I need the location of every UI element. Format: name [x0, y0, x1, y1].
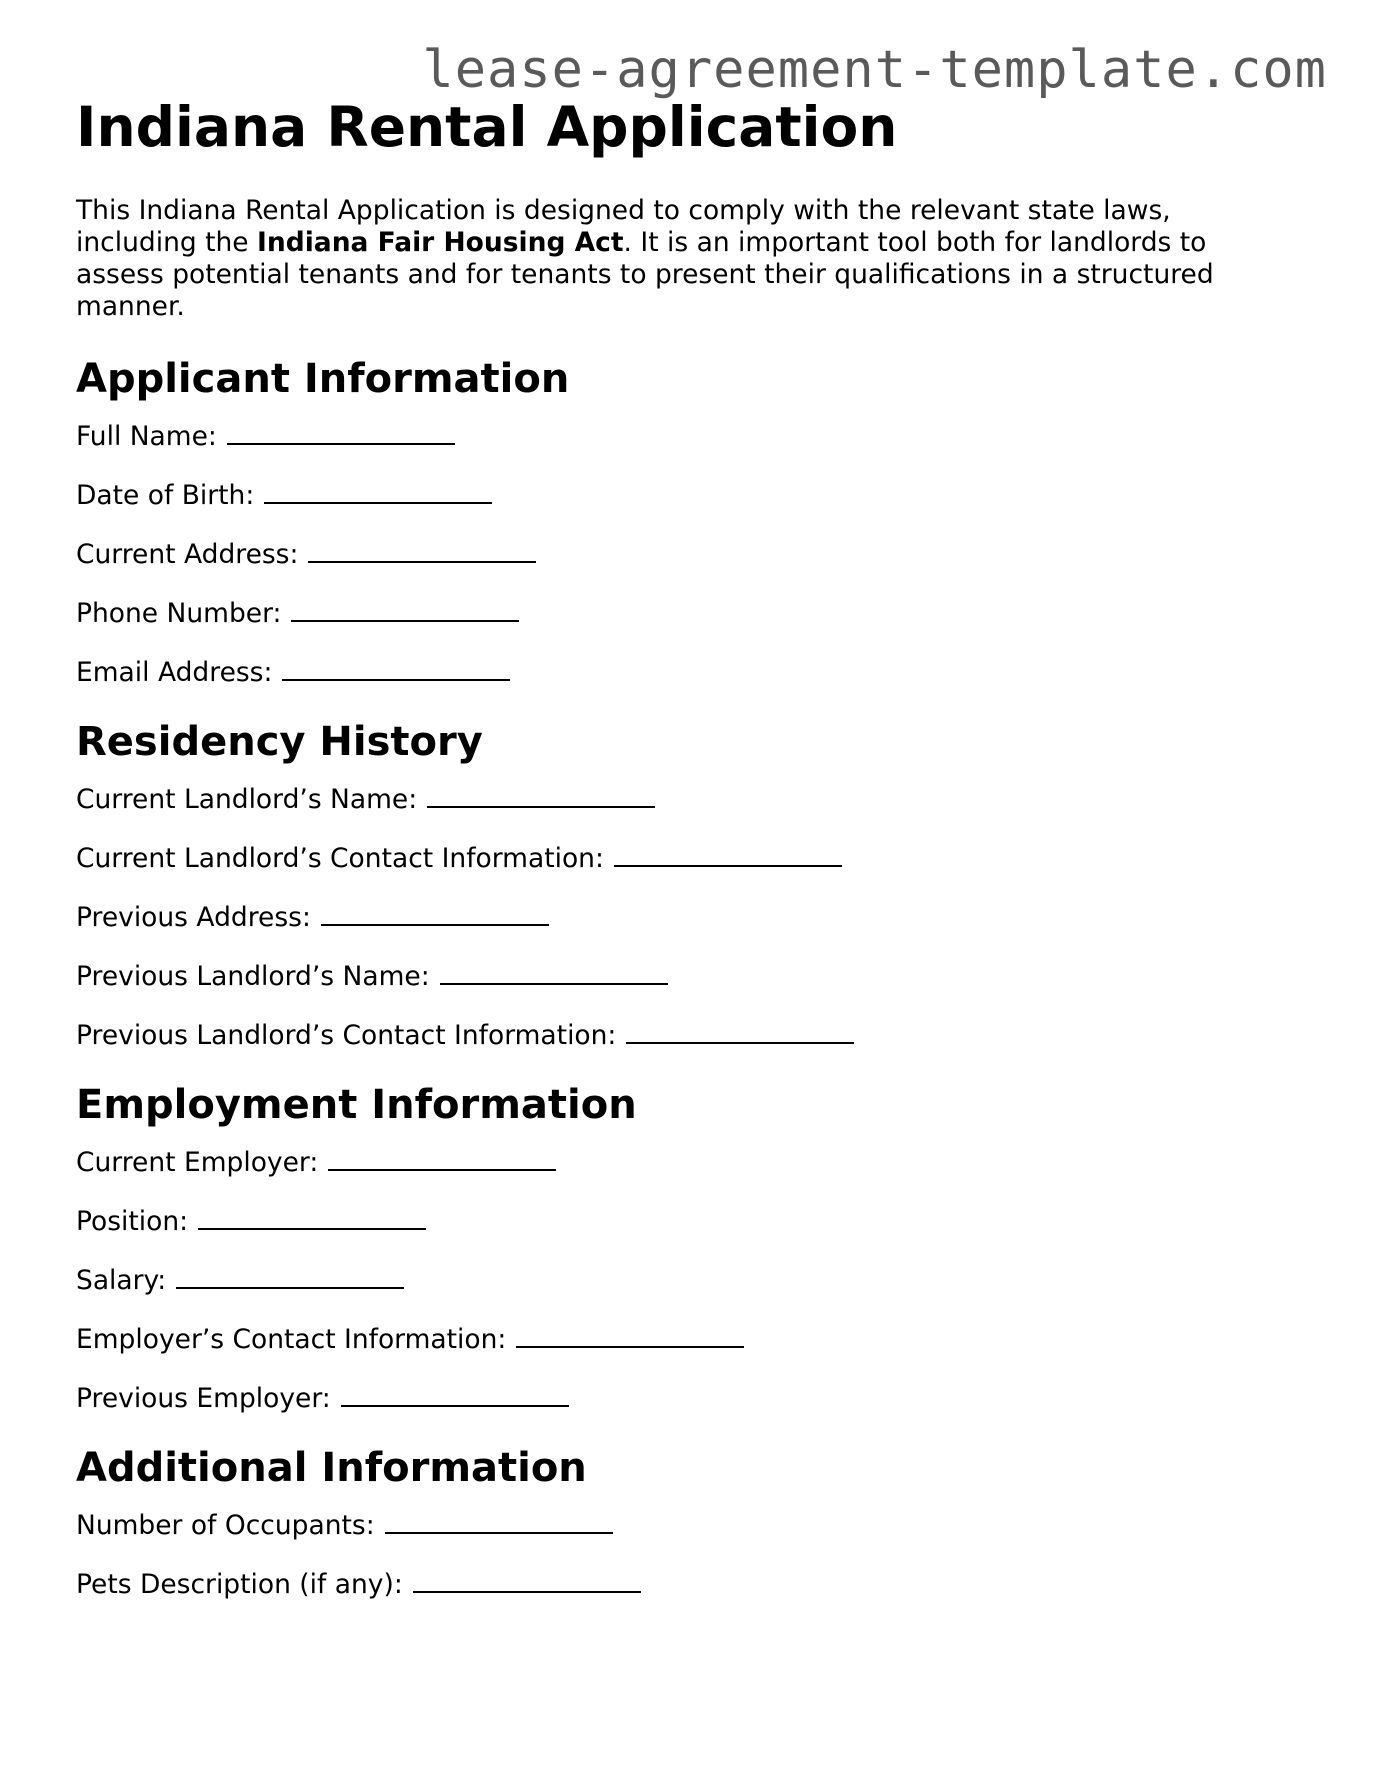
fill-in-blank[interactable]: [614, 843, 842, 867]
document-page: [76, 96, 1276, 1628]
field-email-address: [76, 657, 1276, 689]
field-label: Current Landlord’s Name:: [76, 784, 418, 816]
fill-in-blank[interactable]: [385, 1510, 613, 1534]
section-additional-information: [76, 1442, 1276, 1601]
fill-in-blank[interactable]: [308, 539, 536, 563]
field-label: Salary:: [76, 1265, 167, 1297]
field-label: Previous Landlord’s Name:: [76, 961, 430, 993]
field-previous-landlord-contact: [76, 1020, 1276, 1052]
field-pets-description: [76, 1569, 1276, 1601]
field-label: Number of Occupants:: [76, 1510, 375, 1542]
section-heading: Employment Information: [76, 1082, 637, 1129]
field-label: Previous Address:: [76, 902, 311, 934]
field-label: Current Landlord’s Contact Information:: [76, 843, 604, 875]
section-residency-history: [76, 716, 1276, 1052]
field-number-of-occupants: [76, 1510, 1276, 1542]
fill-in-blank[interactable]: [427, 784, 655, 808]
section-employment-information: [76, 1079, 1276, 1415]
fill-in-blank[interactable]: [516, 1324, 744, 1348]
page-title: Indiana Rental Application: [76, 95, 898, 159]
field-label: Email Address:: [76, 657, 273, 689]
intro-text-before: This Indiana Rental Application is designed to comply with the relevant state laws, including the: [76, 195, 1171, 259]
field-date-of-birth: [76, 480, 1276, 512]
field-label: Full Name:: [76, 421, 217, 453]
fill-in-blank[interactable]: [227, 421, 455, 445]
fill-in-blank[interactable]: [198, 1206, 426, 1230]
field-label: Pets Description (if any):: [76, 1569, 403, 1601]
field-current-landlord-name: [76, 784, 1276, 816]
intro-paragraph: [76, 195, 1276, 323]
field-label: Previous Employer:: [76, 1383, 331, 1415]
intro-bold-law: Indiana Fair Housing Act: [257, 227, 624, 259]
field-label: Position:: [76, 1206, 189, 1238]
fill-in-blank[interactable]: [264, 480, 492, 504]
field-label: Date of Birth:: [76, 480, 255, 512]
fill-in-blank[interactable]: [328, 1147, 556, 1171]
fill-in-blank[interactable]: [291, 598, 519, 622]
fill-in-blank[interactable]: [282, 657, 510, 681]
field-previous-address: [76, 902, 1276, 934]
field-previous-landlord-name: [76, 961, 1276, 993]
section-heading: Additional Information: [76, 1445, 587, 1492]
field-label: Previous Landlord’s Contact Information:: [76, 1020, 617, 1052]
field-position: [76, 1206, 1276, 1238]
fill-in-blank[interactable]: [341, 1383, 569, 1407]
field-current-employer: [76, 1147, 1276, 1179]
field-salary: [76, 1265, 1276, 1297]
field-phone-number: [76, 598, 1276, 630]
section-applicant-information: [76, 353, 1276, 689]
field-label: Current Address:: [76, 539, 299, 571]
field-current-landlord-contact: [76, 843, 1276, 875]
fill-in-blank[interactable]: [440, 961, 668, 985]
field-previous-employer: [76, 1383, 1276, 1415]
field-label: Phone Number:: [76, 598, 282, 630]
section-heading: Residency History: [76, 719, 483, 766]
field-label: Current Employer:: [76, 1147, 319, 1179]
watermark: lease-agreement-template.com: [422, 40, 1327, 100]
field-current-address: [76, 539, 1276, 571]
section-heading: Applicant Information: [76, 356, 570, 403]
fill-in-blank[interactable]: [176, 1265, 404, 1289]
field-employer-contact: [76, 1324, 1276, 1356]
fill-in-blank[interactable]: [321, 902, 549, 926]
fill-in-blank[interactable]: [413, 1569, 641, 1593]
field-label: Employer’s Contact Information:: [76, 1324, 507, 1356]
field-full-name: [76, 421, 1276, 453]
intro-text-after: . It is an important tool both for landlords to assess potential tenants and for tenants to present their qualifications in a structured manner.: [76, 227, 1214, 323]
fill-in-blank[interactable]: [626, 1020, 854, 1044]
